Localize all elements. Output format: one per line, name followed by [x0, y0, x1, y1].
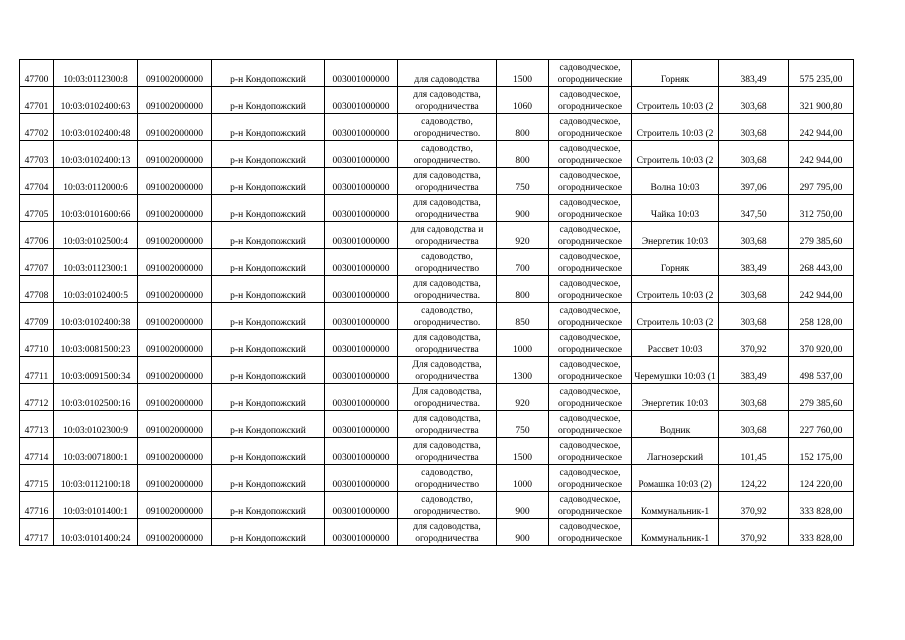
cell-cadastral-number: 10:03:0071800:1	[54, 438, 138, 465]
cell-settlement-code: 003001000000	[325, 465, 398, 492]
cell-oktmo-code: 091002000000	[138, 276, 212, 303]
cell-area: 1500	[497, 60, 549, 87]
table-row	[20, 492, 854, 519]
cell-area: 1500	[497, 438, 549, 465]
cell-category: садоводческое, огородническое	[549, 222, 632, 249]
cell-area: 1000	[497, 465, 549, 492]
table-row	[20, 168, 854, 195]
table-row	[20, 438, 854, 465]
cell-cadastral-value: 242 944,00	[789, 114, 854, 141]
cell-record-number: 47713	[20, 411, 54, 438]
cell-cadastral-value: 279 385,60	[789, 384, 854, 411]
cell-permitted-use: для садоводства, огородничества.	[398, 276, 497, 303]
cell-cadastral-value: 242 944,00	[789, 276, 854, 303]
cell-specific-value: 370,92	[719, 519, 789, 546]
cell-permitted-use: садоводство, огородничество	[398, 249, 497, 276]
cell-cadastral-number: 10:03:0102400:48	[54, 114, 138, 141]
cell-record-number: 47702	[20, 114, 54, 141]
cell-cadastral-value: 333 828,00	[789, 519, 854, 546]
cell-oktmo-code: 091002000000	[138, 492, 212, 519]
cell-cadastral-number: 10:03:0102400:63	[54, 87, 138, 114]
cell-permitted-use: для садоводства, огородничества	[398, 195, 497, 222]
cell-cadastral-number: 10:03:0112100:18	[54, 465, 138, 492]
cell-record-number: 47703	[20, 141, 54, 168]
table-row	[20, 303, 854, 330]
cell-specific-value: 383,49	[719, 249, 789, 276]
cell-permitted-use: садоводство, огородничество.	[398, 303, 497, 330]
cell-society-name: Коммунальник-1	[632, 519, 719, 546]
cell-district: р-н Кондопожский	[212, 330, 325, 357]
cell-cadastral-number: 10:03:0081500:23	[54, 330, 138, 357]
cell-permitted-use: садоводство, огородничество.	[398, 492, 497, 519]
table-row	[20, 411, 854, 438]
cell-district: р-н Кондопожский	[212, 276, 325, 303]
cell-specific-value: 303,68	[719, 114, 789, 141]
cell-category: садоводческое, огородническое	[549, 438, 632, 465]
cell-cadastral-number: 10:03:0091500:34	[54, 357, 138, 384]
cell-society-name: Коммунальник-1	[632, 492, 719, 519]
cell-society-name: Строитель 10:03 (2	[632, 276, 719, 303]
cell-district: р-н Кондопожский	[212, 222, 325, 249]
cell-society-name: Энергетик 10:03	[632, 222, 719, 249]
cell-cadastral-number: 10:03:0102500:4	[54, 222, 138, 249]
cell-oktmo-code: 091002000000	[138, 384, 212, 411]
cell-district: р-н Кондопожский	[212, 438, 325, 465]
cell-record-number: 47716	[20, 492, 54, 519]
cell-cadastral-value: 227 760,00	[789, 411, 854, 438]
cell-district: р-н Кондопожский	[212, 492, 325, 519]
cell-specific-value: 383,49	[719, 357, 789, 384]
cell-oktmo-code: 091002000000	[138, 249, 212, 276]
cell-record-number: 47705	[20, 195, 54, 222]
cell-area: 1300	[497, 357, 549, 384]
cell-record-number: 47712	[20, 384, 54, 411]
cell-permitted-use: для садоводства, огородничества	[398, 411, 497, 438]
cell-society-name: Строитель 10:03 (2	[632, 303, 719, 330]
cell-specific-value: 397,06	[719, 168, 789, 195]
cell-record-number: 47704	[20, 168, 54, 195]
cell-area: 700	[497, 249, 549, 276]
cell-district: р-н Кондопожский	[212, 384, 325, 411]
cell-category: садоводческое, огородническое	[549, 276, 632, 303]
cell-settlement-code: 003001000000	[325, 438, 398, 465]
cell-society-name: Строитель 10:03 (2	[632, 87, 719, 114]
cell-category: садоводческое, огородническое	[549, 384, 632, 411]
cell-permitted-use: Для садоводства, огородничества.	[398, 384, 497, 411]
cell-district: р-н Кондопожский	[212, 249, 325, 276]
cell-settlement-code: 003001000000	[325, 330, 398, 357]
table-row	[20, 276, 854, 303]
table-row	[20, 465, 854, 492]
cell-record-number: 47717	[20, 519, 54, 546]
cell-area: 800	[497, 276, 549, 303]
cell-permitted-use: садоводство, огородничество.	[398, 141, 497, 168]
cell-area: 1000	[497, 330, 549, 357]
cell-specific-value: 303,68	[719, 411, 789, 438]
cell-oktmo-code: 091002000000	[138, 114, 212, 141]
cell-settlement-code: 003001000000	[325, 141, 398, 168]
cell-specific-value: 303,68	[719, 384, 789, 411]
cell-area: 800	[497, 141, 549, 168]
table-row	[20, 195, 854, 222]
cell-cadastral-value: 152 175,00	[789, 438, 854, 465]
cell-settlement-code: 003001000000	[325, 60, 398, 87]
cell-category: садоводческое, огородническое	[549, 303, 632, 330]
cell-specific-value: 303,68	[719, 276, 789, 303]
table-row	[20, 249, 854, 276]
cell-specific-value: 370,92	[719, 330, 789, 357]
cell-area: 750	[497, 411, 549, 438]
cell-cadastral-value: 297 795,00	[789, 168, 854, 195]
cell-oktmo-code: 091002000000	[138, 411, 212, 438]
cell-oktmo-code: 091002000000	[138, 357, 212, 384]
cell-permitted-use: для садоводства, огородничества	[398, 330, 497, 357]
cell-oktmo-code: 091002000000	[138, 222, 212, 249]
cell-cadastral-number: 10:03:0102300:9	[54, 411, 138, 438]
cell-cadastral-number: 10:03:0101400:1	[54, 492, 138, 519]
cell-settlement-code: 003001000000	[325, 222, 398, 249]
table-row	[20, 222, 854, 249]
cell-category: садоводческое, огородническое	[549, 330, 632, 357]
cell-permitted-use: для садоводства, огородничества	[398, 519, 497, 546]
cell-society-name: Энергетик 10:03	[632, 384, 719, 411]
cell-cadastral-number: 10:03:0102500:16	[54, 384, 138, 411]
cell-cadastral-number: 10:03:0112000:6	[54, 168, 138, 195]
cell-district: р-н Кондопожский	[212, 357, 325, 384]
cell-cadastral-value: 575 235,00	[789, 60, 854, 87]
table-row	[20, 519, 854, 546]
cell-society-name: Волна 10:03	[632, 168, 719, 195]
cell-record-number: 47700	[20, 60, 54, 87]
cell-specific-value: 303,68	[719, 303, 789, 330]
cell-oktmo-code: 091002000000	[138, 195, 212, 222]
cell-oktmo-code: 091002000000	[138, 141, 212, 168]
cell-oktmo-code: 091002000000	[138, 303, 212, 330]
cell-area: 900	[497, 519, 549, 546]
cell-society-name: Водник	[632, 411, 719, 438]
cell-area: 920	[497, 222, 549, 249]
cell-category: садоводческое, огородническое	[549, 114, 632, 141]
cell-cadastral-value: 279 385,60	[789, 222, 854, 249]
cell-area: 900	[497, 492, 549, 519]
cell-specific-value: 383,49	[719, 60, 789, 87]
table-row	[20, 60, 854, 87]
cell-specific-value: 303,68	[719, 87, 789, 114]
cell-record-number: 47706	[20, 222, 54, 249]
cell-area: 920	[497, 384, 549, 411]
cell-settlement-code: 003001000000	[325, 168, 398, 195]
cell-cadastral-number: 10:03:0101400:24	[54, 519, 138, 546]
cell-district: р-н Кондопожский	[212, 519, 325, 546]
cell-permitted-use: садоводство, огородничество.	[398, 114, 497, 141]
cell-cadastral-value: 370 920,00	[789, 330, 854, 357]
cell-area: 1060	[497, 87, 549, 114]
cell-specific-value: 303,68	[719, 141, 789, 168]
cell-category: садоводческое, огородническое	[549, 465, 632, 492]
cell-cadastral-number: 10:03:0102400:38	[54, 303, 138, 330]
cell-cadastral-value: 258 128,00	[789, 303, 854, 330]
cell-settlement-code: 003001000000	[325, 114, 398, 141]
cell-specific-value: 124,22	[719, 465, 789, 492]
cell-cadastral-number: 10:03:0102400:5	[54, 276, 138, 303]
cell-society-name: Рассвет 10:03	[632, 330, 719, 357]
cell-oktmo-code: 091002000000	[138, 168, 212, 195]
cell-settlement-code: 003001000000	[325, 492, 398, 519]
cell-district: р-н Кондопожский	[212, 60, 325, 87]
land-register-table	[19, 59, 854, 546]
cell-oktmo-code: 091002000000	[138, 465, 212, 492]
cell-permitted-use: для садоводства, огородничества	[398, 438, 497, 465]
cell-specific-value: 303,68	[719, 222, 789, 249]
cell-category: садоводческое, огородническое	[549, 492, 632, 519]
table-row	[20, 87, 854, 114]
cell-society-name: Чайка 10:03	[632, 195, 719, 222]
table-body	[20, 60, 854, 546]
cell-district: р-н Кондопожский	[212, 195, 325, 222]
cell-cadastral-value: 124 220,00	[789, 465, 854, 492]
cell-settlement-code: 003001000000	[325, 303, 398, 330]
table-row	[20, 114, 854, 141]
cell-settlement-code: 003001000000	[325, 276, 398, 303]
cell-category: садоводческое, огородническое	[549, 87, 632, 114]
table-row	[20, 357, 854, 384]
cell-settlement-code: 003001000000	[325, 357, 398, 384]
cell-society-name: Горняк	[632, 60, 719, 87]
cell-settlement-code: 003001000000	[325, 249, 398, 276]
cell-oktmo-code: 091002000000	[138, 60, 212, 87]
table-row	[20, 330, 854, 357]
cell-permitted-use: для садоводства, огородничества	[398, 87, 497, 114]
cell-specific-value: 370,92	[719, 492, 789, 519]
cell-society-name: Горняк	[632, 249, 719, 276]
cell-area: 900	[497, 195, 549, 222]
cell-area: 800	[497, 114, 549, 141]
cell-district: р-н Кондопожский	[212, 141, 325, 168]
cell-record-number: 47714	[20, 438, 54, 465]
cell-record-number: 47708	[20, 276, 54, 303]
cell-cadastral-value: 242 944,00	[789, 141, 854, 168]
cell-settlement-code: 003001000000	[325, 87, 398, 114]
cell-cadastral-value: 321 900,80	[789, 87, 854, 114]
cell-record-number: 47711	[20, 357, 54, 384]
cell-district: р-н Кондопожский	[212, 411, 325, 438]
cell-permitted-use: для садоводства и огородничества	[398, 222, 497, 249]
cell-category: садоводческое, огороднические	[549, 60, 632, 87]
cell-area: 850	[497, 303, 549, 330]
cell-area: 750	[497, 168, 549, 195]
cell-district: р-н Кондопожский	[212, 114, 325, 141]
cell-society-name: Черемушки 10:03 (1	[632, 357, 719, 384]
cell-category: садоводческое, огородническое	[549, 519, 632, 546]
cell-category: садоводческое, огородническое	[549, 141, 632, 168]
cell-category: садоводческое, огородническое	[549, 411, 632, 438]
cell-society-name: Строитель 10:03 (2	[632, 141, 719, 168]
cell-settlement-code: 003001000000	[325, 195, 398, 222]
cell-record-number: 47707	[20, 249, 54, 276]
cell-category: садоводческое, огородническое	[549, 195, 632, 222]
cell-permitted-use: Для садоводства, огородничества	[398, 357, 497, 384]
cell-district: р-н Кондопожский	[212, 168, 325, 195]
cell-record-number: 47710	[20, 330, 54, 357]
cell-district: р-н Кондопожский	[212, 87, 325, 114]
cell-settlement-code: 003001000000	[325, 519, 398, 546]
cell-cadastral-value: 333 828,00	[789, 492, 854, 519]
cell-record-number: 47715	[20, 465, 54, 492]
cell-record-number: 47701	[20, 87, 54, 114]
cell-oktmo-code: 091002000000	[138, 519, 212, 546]
cell-category: садоводческое, огородническое	[549, 168, 632, 195]
table-row	[20, 141, 854, 168]
cell-cadastral-value: 312 750,00	[789, 195, 854, 222]
cell-cadastral-value: 268 443,00	[789, 249, 854, 276]
cell-oktmo-code: 091002000000	[138, 438, 212, 465]
cell-oktmo-code: 091002000000	[138, 87, 212, 114]
cell-specific-value: 347,50	[719, 195, 789, 222]
cell-cadastral-value: 498 537,00	[789, 357, 854, 384]
cell-permitted-use: для садоводства, огородничества	[398, 168, 497, 195]
cell-category: садоводческое, огородническое	[549, 357, 632, 384]
cell-record-number: 47709	[20, 303, 54, 330]
table-row	[20, 384, 854, 411]
cell-district: р-н Кондопожский	[212, 303, 325, 330]
cell-settlement-code: 003001000000	[325, 411, 398, 438]
cell-settlement-code: 003001000000	[325, 384, 398, 411]
cell-society-name: Строитель 10:03 (2	[632, 114, 719, 141]
cell-permitted-use: садоводство, огородничество	[398, 465, 497, 492]
cell-cadastral-number: 10:03:0102400:13	[54, 141, 138, 168]
cell-category: садоводческое, огородническое	[549, 249, 632, 276]
cell-oktmo-code: 091002000000	[138, 330, 212, 357]
cell-society-name: Лагнозерский	[632, 438, 719, 465]
cell-cadastral-number: 10:03:0112300:1	[54, 249, 138, 276]
cell-cadastral-number: 10:03:0112300:8	[54, 60, 138, 87]
cell-permitted-use: для садоводства	[398, 60, 497, 87]
cell-society-name: Ромашка 10:03 (2)	[632, 465, 719, 492]
cell-specific-value: 101,45	[719, 438, 789, 465]
cell-cadastral-number: 10:03:0101600:66	[54, 195, 138, 222]
cell-district: р-н Кондопожский	[212, 465, 325, 492]
